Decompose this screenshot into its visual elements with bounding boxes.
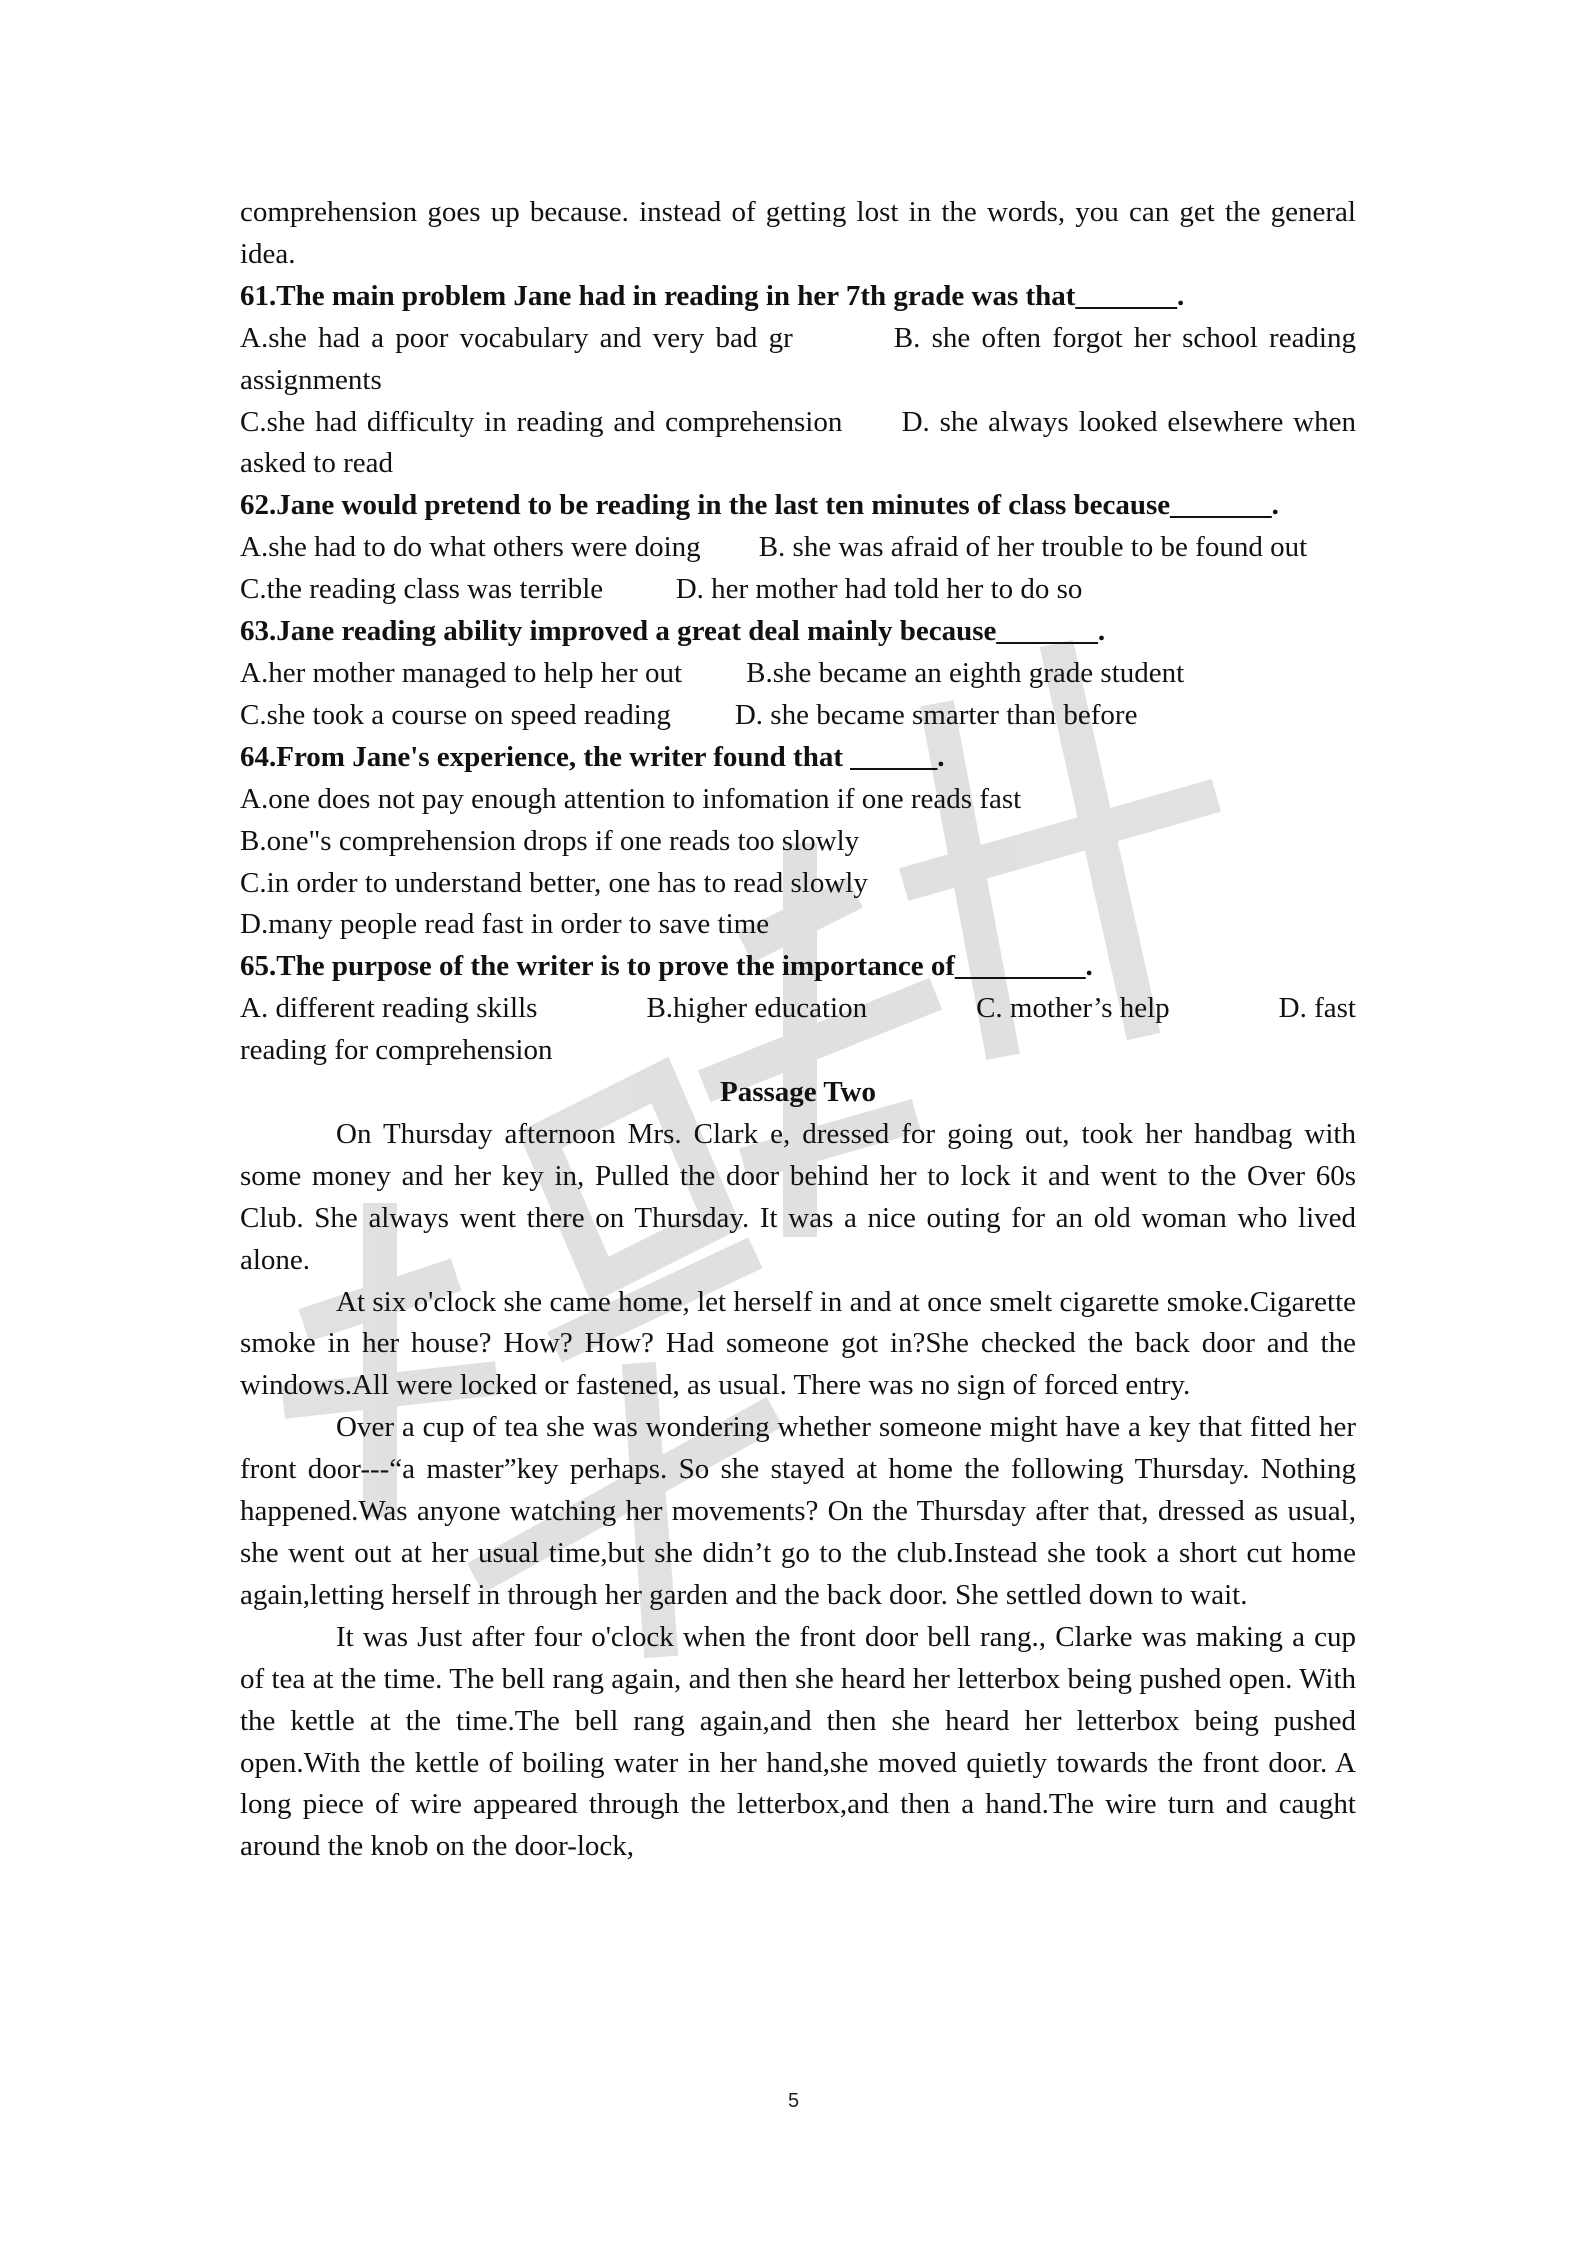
- q63-option-d: D. she became smarter than before: [734, 698, 1138, 731]
- q65-options: [240, 988, 1356, 1030]
- passage-paragraph: At six o'clock she came home, let herself in and at once smelt cigarette smoke.Cigarette smoke in her house? How? How? Had someone got in?She checked the back door and the windows.All were locked or fastened, as usual. There was no sign of forced entry.: [240, 1285, 1356, 1402]
- passage-title: Passage Two: [719, 1076, 877, 1109]
- document-page: [240, 192, 1356, 1868]
- q62-option-d: D. her mother had told her to do so: [675, 573, 1083, 606]
- q62-options-ab: [240, 527, 1356, 569]
- question-62: 62.Jane would pretend to be reading in the last ten minutes of class because_______.: [240, 489, 1279, 522]
- q64-option-c: C.in order to understand better, one has to read slowly: [240, 866, 868, 899]
- q65-option-b: B.higher education: [646, 992, 868, 1025]
- intro-text: comprehension goes up because. instead of getting lost in the words, you can get the general idea.: [240, 196, 1356, 270]
- q64-option-d: D.many people read fast in order to save time: [240, 908, 770, 941]
- q63-option-c: C.she took a course on speed reading: [240, 698, 671, 731]
- page-number: 5: [787, 2090, 800, 2112]
- q63-options-ab: [240, 653, 1356, 695]
- q63-option-a: A.her mother managed to help her out: [240, 656, 683, 689]
- q61-options-ab: [240, 318, 1356, 402]
- q64-option-b: B.one"s comprehension drops if one reads too slowly: [240, 824, 860, 857]
- passage-paragraph: It was Just after four o'clock when the front door bell rang., Clarke was making a cup of tea at the time. The bell rang again, and then she heard her letterbox being pushed open. With the kettle at the time.The bell rang again,and then she heard her letterbox being pushed open.With the kettle of boiling water in her hand,she moved quietly towards the front door. A long piece of wire appeared through the letterbox,and then a hand.The wire turn and caught around the knob on the door-lock,: [240, 1620, 1356, 1863]
- question-61: 61.The main problem Jane had in reading in her 7th grade was that_______.: [240, 279, 1185, 312]
- q65-option-d: D. fast: [1278, 992, 1356, 1025]
- q63-option-b: B.she became an eighth grade student: [746, 656, 1185, 689]
- q63-options-cd: [240, 695, 1356, 737]
- question-63: 63.Jane reading ability improved a great deal mainly because_______.: [240, 615, 1106, 648]
- q61-option-d: D. she always looked elsewhere when asked to read: [240, 405, 1356, 480]
- question-65: 65.The purpose of the writer is to prove the importance of_________.: [240, 950, 1093, 983]
- q61-option-b: B. she often forgot her school reading assignments: [240, 321, 1356, 396]
- passage-paragraph: On Thursday afternoon Mrs. Clark e, dressed for going out, took her handbag with some money and her key in, Pulled the door behind her to lock it and went to the Over 60s Club. She always went there on Thursday. It was a nice outing for an old woman who lived alone.: [240, 1117, 1356, 1276]
- q62-option-a: A.she had to do what others were doing: [240, 531, 701, 564]
- q62-options-cd: [240, 569, 1356, 611]
- q62-option-c: C.the reading class was terrible: [240, 573, 604, 606]
- question-64: 64.From Jane's experience, the writer found that ______.: [240, 740, 945, 773]
- q65-option-d-tail: reading for comprehension: [240, 1034, 553, 1067]
- q61-options-cd: [240, 402, 1356, 486]
- q64-option-a: A.one does not pay enough attention to infomation if one reads fast: [240, 782, 1022, 815]
- q62-option-b: B. she was afraid of her trouble to be found out: [758, 531, 1308, 564]
- q61-option-a: A.she had a poor vocabulary and very bad gr: [240, 321, 793, 354]
- passage-paragraph: Over a cup of tea she was wondering whether someone might have a key that fitted her front door---“a master”key perhaps. So she stayed at home the following Thursday. Nothing happened.Was anyone watching her movements? On the Thursday after that, dressed as usual, she went out at her usual time,but she didn’t go to the club.Instead she took a short cut home again,letting herself in through her garden and the back door. She settled down to wait.: [240, 1411, 1356, 1611]
- q61-option-c: C.she had difficulty in reading and comprehension: [240, 405, 843, 438]
- q65-option-a: A. different reading skills: [240, 992, 538, 1025]
- q65-option-c: C. mother’s help: [976, 992, 1170, 1025]
